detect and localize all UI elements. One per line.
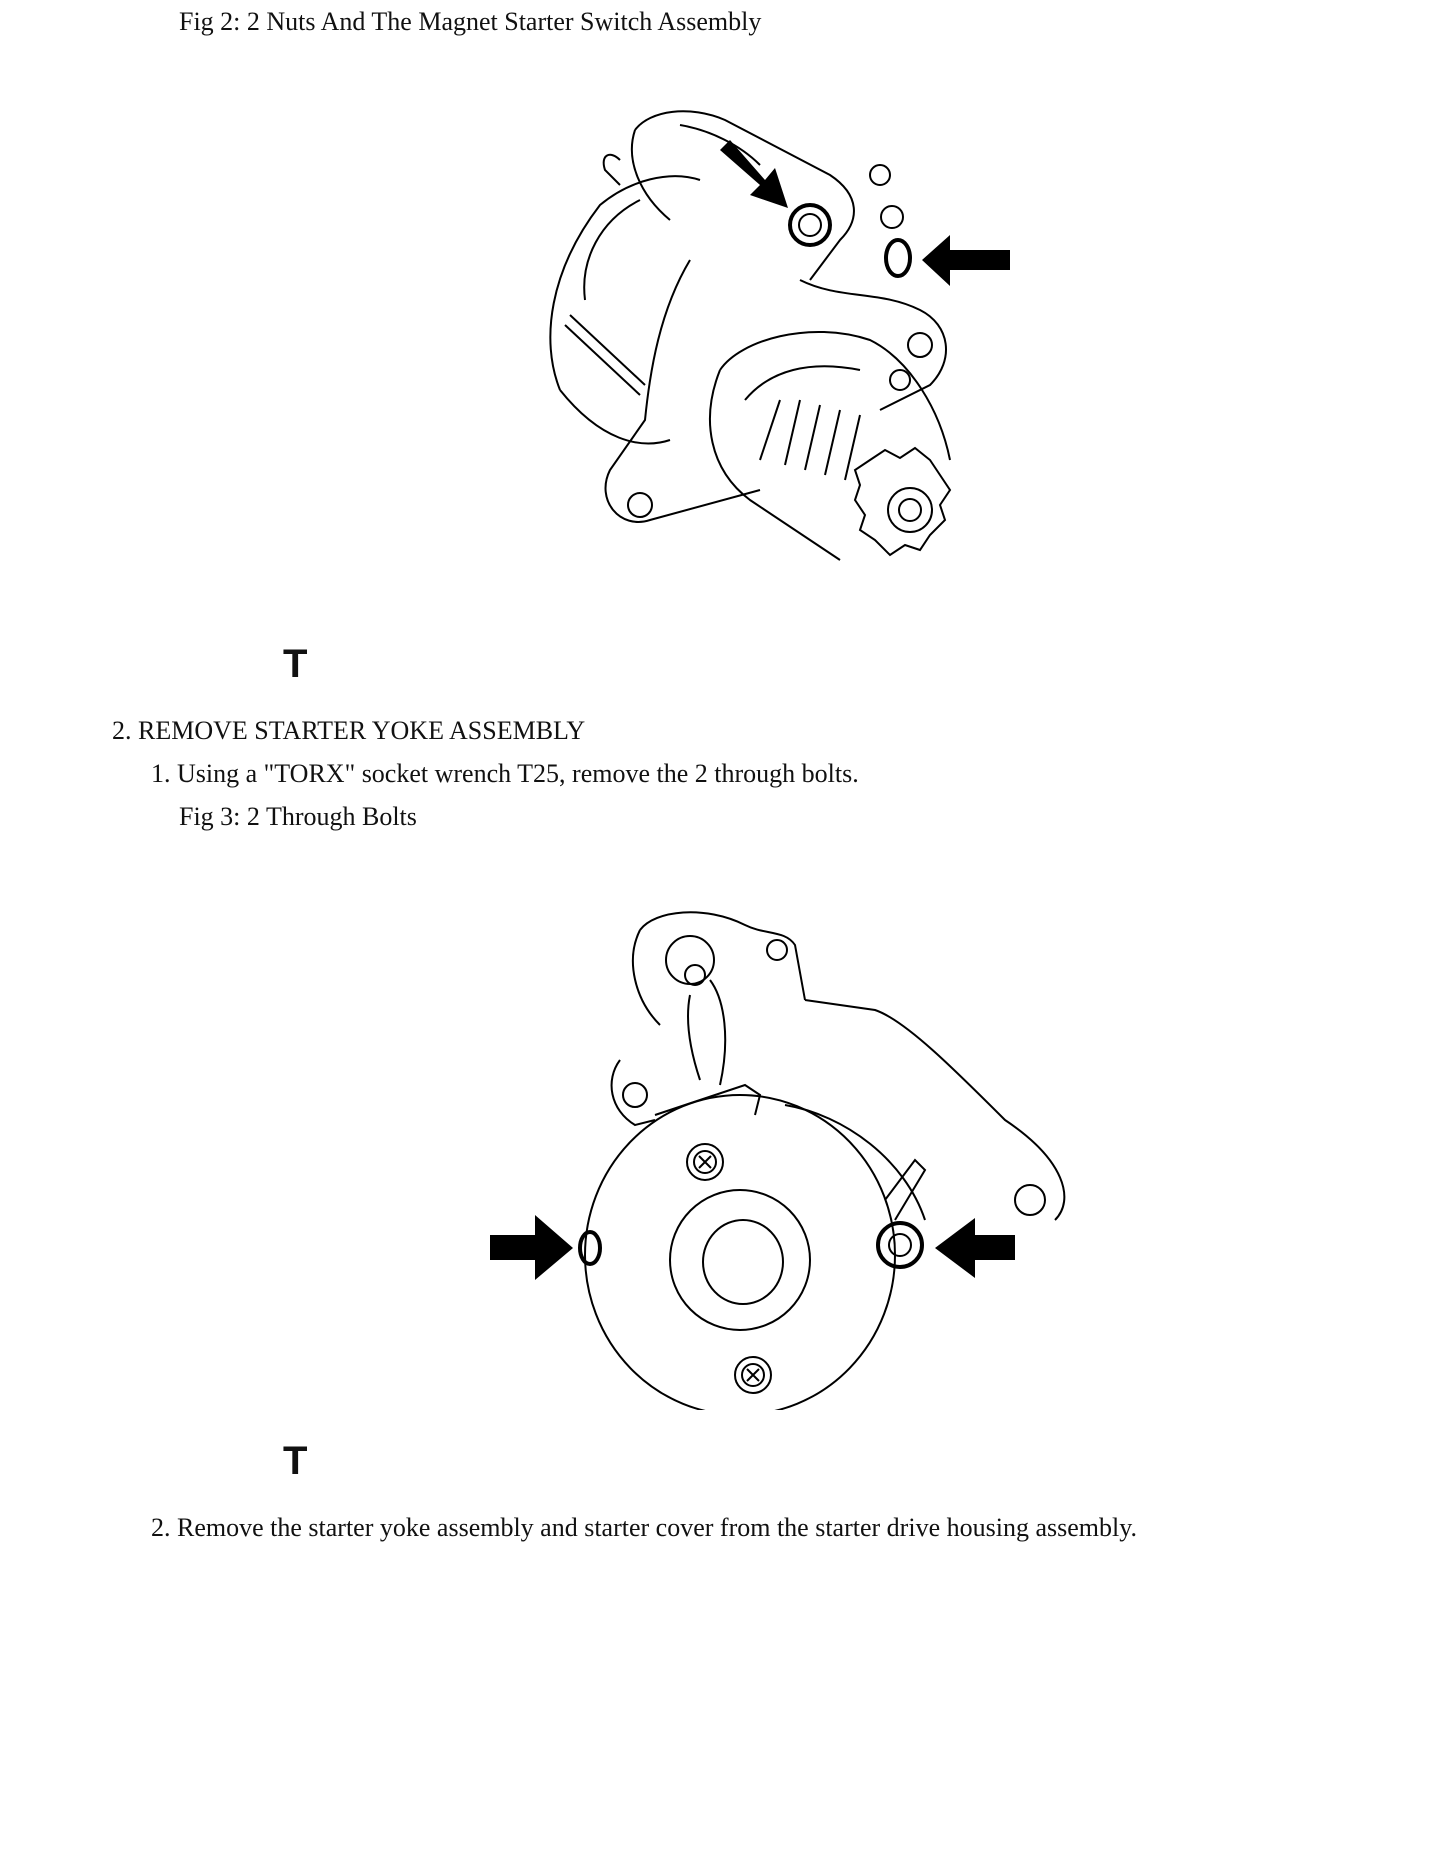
figure3-starter-illustration <box>485 900 1075 1410</box>
figure3-marker: T <box>283 1439 308 1483</box>
figure2-starter-illustration <box>540 100 1020 590</box>
figure2-marker: T <box>283 642 308 686</box>
substep-1: 1. Using a "TORX" socket wrench T25, remove the 2 through bolts. <box>151 759 859 788</box>
substep-2: 2. Remove the starter yoke assembly and starter cover from the starter drive housing assembly. <box>151 1513 1138 1542</box>
step-heading: 2. REMOVE STARTER YOKE ASSEMBLY <box>112 716 586 745</box>
figure2-caption: Fig 2: 2 Nuts And The Magnet Starter Switch Assembly <box>179 7 762 36</box>
figure3-caption: Fig 3: 2 Through Bolts <box>179 802 417 831</box>
